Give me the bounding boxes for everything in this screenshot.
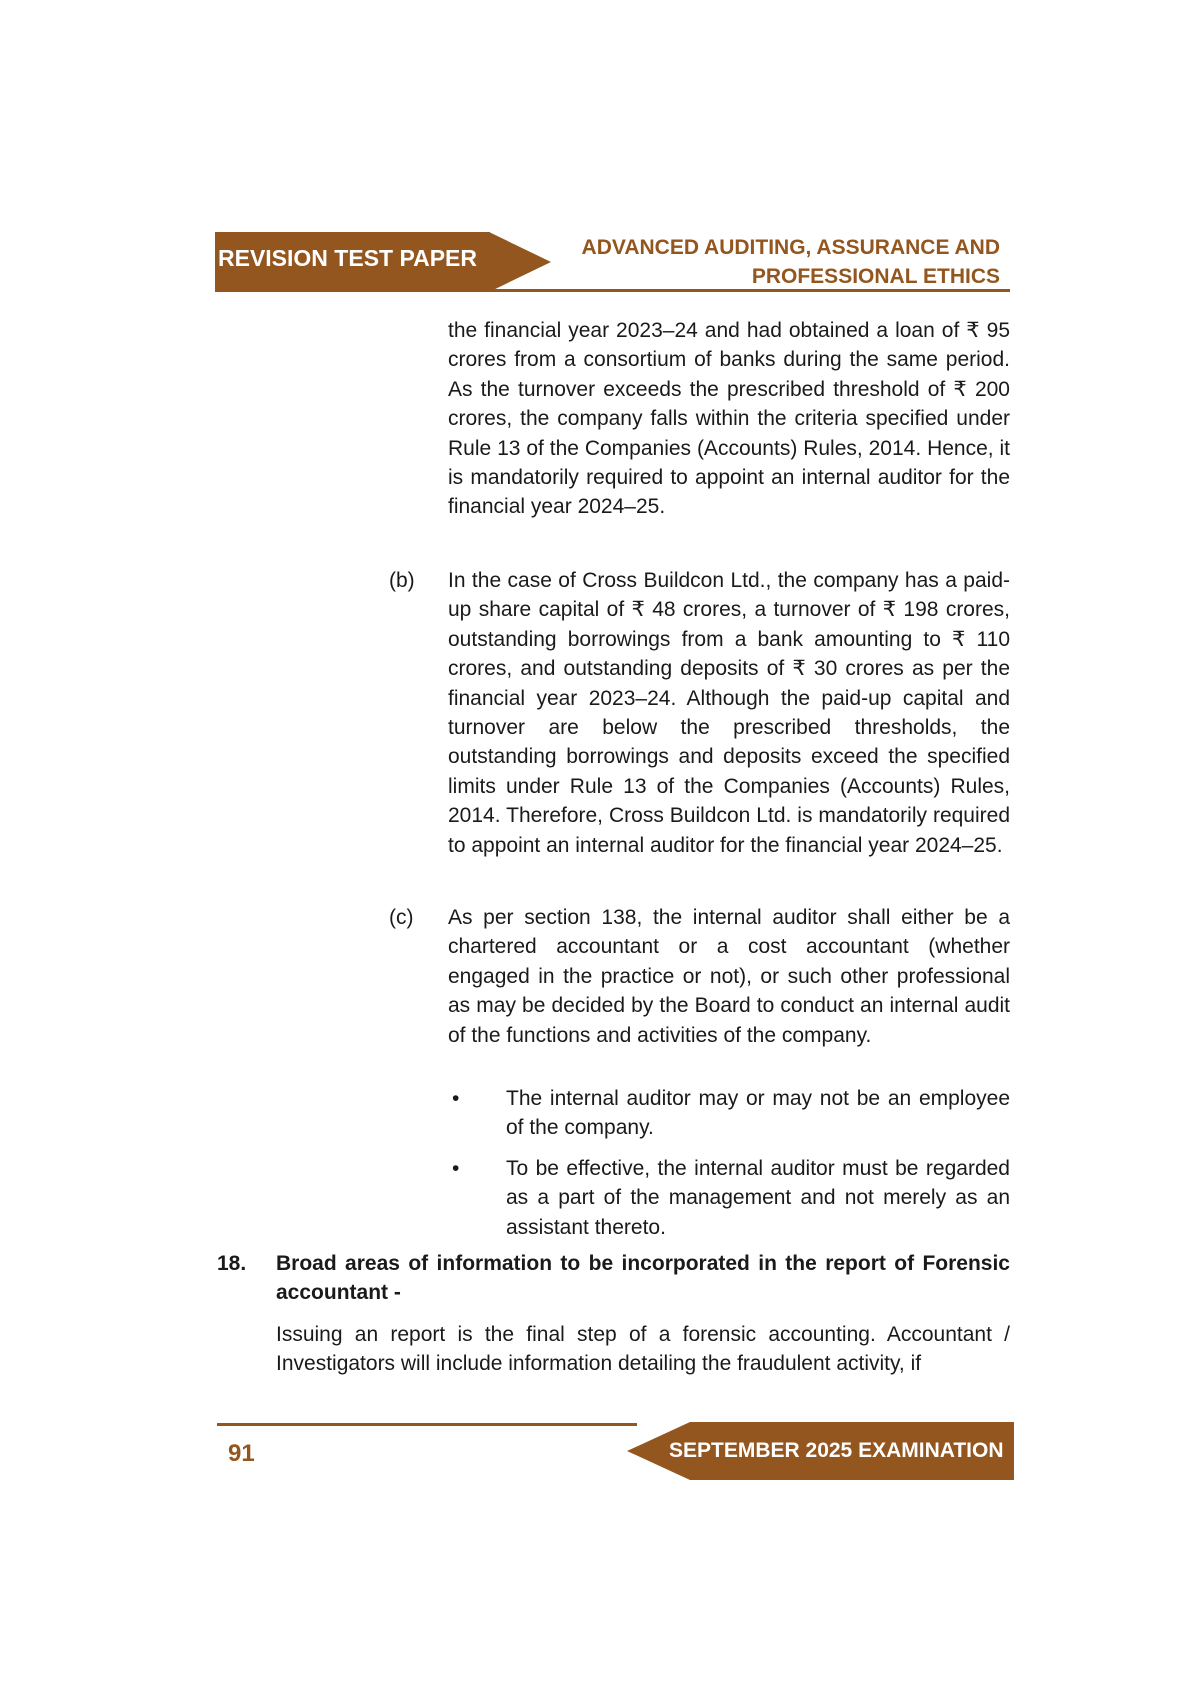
footer-rule <box>217 1423 637 1426</box>
header-right-title <box>582 233 1000 291</box>
bullet-item-2: To be effective, the internal auditor must be regarded as a part of the management and not merely as an assistant thereto. <box>506 1157 1010 1239</box>
header-left-title: REVISION TEST PAPER <box>218 245 478 271</box>
header-right-line2: PROFESSIONAL ETHICS <box>751 265 1000 288</box>
footer-exam-label: SEPTEMBER 2025 EXAMINATION <box>669 1439 1004 1462</box>
header-rule <box>489 289 1010 292</box>
item-label-c: (c) <box>389 906 414 929</box>
bullet-marker: • <box>452 1157 460 1180</box>
question-title: Broad areas of information to be incorporated in the report of Forensic accountant - <box>276 1252 1010 1305</box>
paragraph-c: As per section 138, the internal auditor shall either be a chartered accountant or a cost accountant (whether engaged in the practice or not), or such other professional as may be decided by the Board to conduct an internal audit of the functions and activities of the company. <box>448 906 1010 1047</box>
bullet-item-1: The internal auditor may or may not be an employee of the company. <box>506 1087 1010 1140</box>
header-arrow <box>489 232 551 292</box>
paragraph-a-continuation: the financial year 2023–24 and had obtained a loan of ₹ 95 crores from a consortium of banks during the same period. As the turnover exceeds the prescribed threshold of ₹ 200 crores, the company falls within the criteria specified under Rule 13 of the Companies (Accounts) Rules, 2014. Hence, it is mandatorily required to appoint an internal auditor for the financial year 2024–25. <box>448 319 1010 519</box>
bullet-marker: • <box>452 1087 460 1110</box>
page-number: 91 <box>228 1440 255 1467</box>
question-body: Issuing an report is the final step of a forensic accounting. Accountant / Investigators will include information detailing the fraudulent activity, if <box>276 1323 1010 1376</box>
paragraph-b: In the case of Cross Buildcon Ltd., the company has a paid-up share capital of ₹ 48 crores, a turnover of ₹ 198 crores, outstanding borrowings from a bank amounting to ₹ 110 crores, and outstanding deposits of ₹ 30 crores as per the financial year 2023–24. Although the paid-up capital and turnover are below the prescribed thresholds, the outstanding borrowings and deposits exceed the specified limits under Rule 13 of the Companies (Accounts) Rules, 2014. Therefore, Cross Buildcon Ltd. is mandatorily required to appoint an internal auditor for the financial year 2024–25. <box>448 569 1010 857</box>
header-right-line1: ADVANCED AUDITING, ASSURANCE AND <box>581 236 1000 259</box>
question-number: 18. <box>217 1252 247 1275</box>
item-label-b: (b) <box>389 569 415 592</box>
